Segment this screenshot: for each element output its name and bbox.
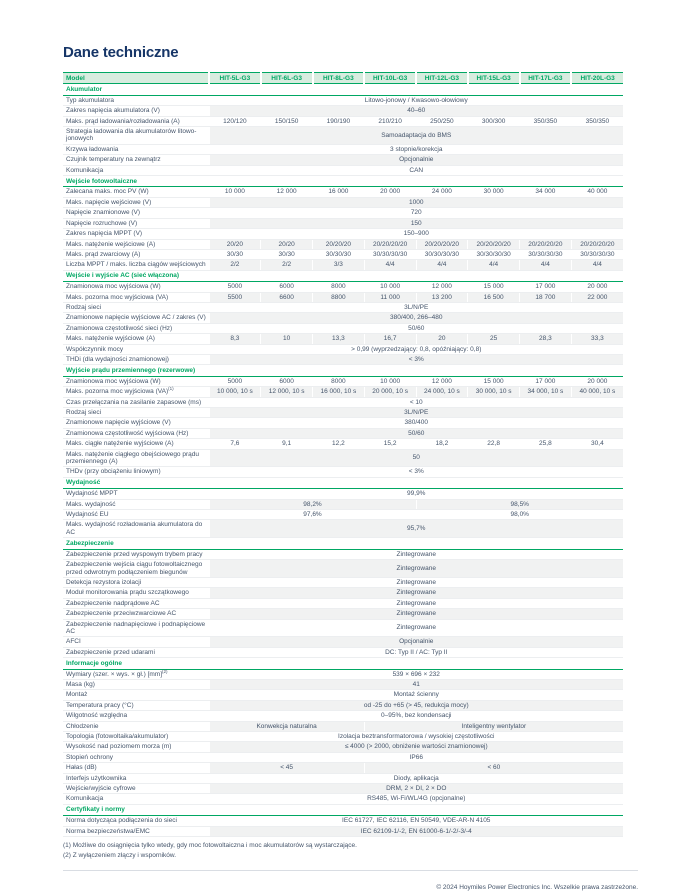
spec-row <box>63 144 623 154</box>
spec-value: 720 <box>209 208 623 218</box>
spec-value: 33,3 <box>571 334 623 344</box>
spec-label: Znamionowa moc wyjściowa (W) <box>63 376 209 386</box>
spec-label: Maks. natężenie wyjściowe (A) <box>63 334 209 344</box>
spec-value: 190/190 <box>313 116 365 126</box>
section-row <box>63 538 623 549</box>
spec-value: Zintegrowane <box>209 588 623 598</box>
spec-label: Znamionowa częstotliwość sieci (Hz) <box>63 323 209 333</box>
spec-row <box>63 773 623 783</box>
model-header-cell: HIT-12L-G3 <box>416 73 468 84</box>
spec-row <box>63 752 623 762</box>
spec-value: 30/30/30/30 <box>571 249 623 259</box>
spec-label: AFCI <box>63 637 209 647</box>
spec-value: CAN <box>209 165 623 175</box>
spec-value: Samoadaptacja do BMS <box>209 127 623 145</box>
spec-row <box>63 439 623 449</box>
spec-value: 16 000 <box>313 187 365 197</box>
spec-value: < 10 <box>209 397 623 407</box>
spec-value: Opcjonalnie <box>209 637 623 647</box>
section-row <box>63 84 623 95</box>
spec-row <box>63 354 623 364</box>
spec-label: Norma dotycząca podłączenia do sieci <box>63 816 209 826</box>
footnote-ref: (2) <box>162 668 168 674</box>
spec-value: 40–60 <box>209 106 623 116</box>
spec-value: 30/30/30/30 <box>364 249 416 259</box>
model-header-cell: HIT-5L-G3 <box>209 73 261 84</box>
spec-row <box>63 344 623 354</box>
spec-row <box>63 826 623 836</box>
model-header-cell: HIT-6L-G3 <box>261 73 313 84</box>
model-header-cell: HIT-8L-G3 <box>313 73 365 84</box>
spec-row <box>63 282 623 292</box>
spec-value: 17 000 <box>520 376 572 386</box>
spec-value: DRM, 2 × DI, 2 × DO <box>209 784 623 794</box>
spec-label: THDv (przy obciążeniu liniowym) <box>63 467 209 477</box>
spec-value: 34 000 <box>520 187 572 197</box>
spec-value: ≤ 4000 (> 2000, obniżenie wartości znamionowej) <box>209 742 623 752</box>
spec-value: 4/4 <box>571 260 623 270</box>
spec-value: 5000 <box>209 376 261 386</box>
spec-label: Maks. pozorna moc wyjściowa (VA) <box>63 292 209 302</box>
spec-value: 5000 <box>209 282 261 292</box>
spec-row <box>63 292 623 302</box>
spec-row <box>63 229 623 239</box>
spec-label: Komunikacja <box>63 794 209 804</box>
spec-label: Zabezpieczenie nadprądowe AC <box>63 598 209 608</box>
spec-row <box>63 763 623 773</box>
spec-row <box>63 679 623 689</box>
spec-label: Maks. wydajność rozładowania akumulatora do AC <box>63 520 209 538</box>
spec-row <box>63 784 623 794</box>
spec-value: 98,5% <box>416 499 623 509</box>
spec-label: Wymiary (szer. × wys. × gł.) [mm]$^{(2)}$ <box>63 669 209 679</box>
model-header <box>63 73 623 84</box>
spec-value: 3L/N/PE <box>209 408 623 418</box>
spec-value: Montaż ścienny <box>209 690 623 700</box>
spec-value: 12,2 <box>313 439 365 449</box>
spec-value: 150 <box>209 218 623 228</box>
spec-value: 20/20/20/20 <box>468 239 520 249</box>
spec-row <box>63 489 623 499</box>
spec-label: Wydajność EU <box>63 510 209 520</box>
spec-label: Liczba MPPT / maks. liczba ciągów wejściowych <box>63 260 209 270</box>
spec-label: Maks. wydajność <box>63 499 209 509</box>
spec-label: Zabezpieczenie przed wyspowym trybem pracy <box>63 549 209 559</box>
spec-value: 4/4 <box>364 260 416 270</box>
spec-label: Komunikacja <box>63 165 209 175</box>
spec-row <box>63 197 623 207</box>
page-title: Dane techniczne <box>63 44 179 61</box>
spec-label: Maks. natężenie ciągłego obejściowego prądu przemiennego (A) <box>63 449 209 467</box>
spec-value: 20/20/20/20 <box>416 239 468 249</box>
spec-row <box>63 510 623 520</box>
spec-value: 40 000 <box>571 187 623 197</box>
section-row <box>63 176 623 187</box>
spec-value: 25 <box>468 334 520 344</box>
spec-label: Zabezpieczenie nadnapięciowe i podnapięciowe AC <box>63 619 209 637</box>
spec-value: 18 700 <box>520 292 572 302</box>
spec-value: 28,3 <box>520 334 572 344</box>
spec-row <box>63 499 623 509</box>
spec-value: 3L/N/PE <box>209 302 623 312</box>
spec-value: Zintegrowane <box>209 609 623 619</box>
spec-value: 20 000 <box>364 187 416 197</box>
spec-row <box>63 520 623 538</box>
spec-value: 30,4 <box>571 439 623 449</box>
spec-row <box>63 467 623 477</box>
spec-label: Maks. napięcie wejściowe (V) <box>63 197 209 207</box>
spec-value: 16 000, 10 s <box>313 387 365 397</box>
section-title: Wejście i wyjście AC (sieć włączona) <box>63 270 623 281</box>
spec-row <box>63 449 623 467</box>
spec-label: Typ akumulatora <box>63 95 209 105</box>
spec-label: Maks. natężenie wejściowe (A) <box>63 239 209 249</box>
spec-value: Izolacja beztransformatorowa / wysokiej częstotliwości <box>209 732 623 742</box>
spec-row <box>63 95 623 105</box>
spec-row <box>63 239 623 249</box>
spec-row <box>63 637 623 647</box>
section-title: Zabezpieczenie <box>63 538 623 549</box>
spec-label: Temperatura pracy (°C) <box>63 700 209 710</box>
spec-label: Znamionowa częstotliwość wyjściowa (Hz) <box>63 428 209 438</box>
spec-value: od -25 do +65 (> 45, redukcja mocy) <box>209 700 623 710</box>
spec-label: Rodzaj sieci <box>63 408 209 418</box>
spec-value: 150–900 <box>209 229 623 239</box>
spec-value: 10 <box>261 334 313 344</box>
spec-value: 30/30 <box>261 249 313 259</box>
spec-value: < 45 <box>209 763 364 773</box>
spec-value: 3 stopnie/korekcja <box>209 144 623 154</box>
spec-label: Napięcie znamionowe (V) <box>63 208 209 218</box>
spec-label: Napięcie rozruchowe (V) <box>63 218 209 228</box>
spec-value: 7,6 <box>209 439 261 449</box>
spec-row <box>63 669 623 679</box>
spec-value: 30 000, 10 s <box>468 387 520 397</box>
footnote-1: (1) Możliwe do osiągnięcia tylko wtedy, gdy moc fotowoltaiczna i moc akumulatorów są wystarczające. <box>63 842 357 850</box>
spec-row <box>63 560 623 578</box>
section-title: Wyjście prądu przemiennego (rezerwowe) <box>63 365 623 376</box>
spec-label: Wydajność MPPT <box>63 489 209 499</box>
spec-row <box>63 428 623 438</box>
model-header-cell: HIT-20L-G3 <box>571 73 623 84</box>
spec-value: 12 000 <box>416 376 468 386</box>
section-row <box>63 365 623 376</box>
spec-label: Zakres napięcia MPPT (V) <box>63 229 209 239</box>
spec-value: 98,2% <box>209 499 416 509</box>
spec-row <box>63 376 623 386</box>
spec-value: Zintegrowane <box>209 577 623 587</box>
spec-row <box>63 816 623 826</box>
spec-value: 300/300 <box>468 116 520 126</box>
spec-value: 22 000 <box>571 292 623 302</box>
spec-value: 6000 <box>261 376 313 386</box>
spec-value: Zintegrowane <box>209 549 623 559</box>
spec-value: Inteligentny wentylator <box>364 721 623 731</box>
spec-value: Litowo-jonowy / Kwasowo-ołowiowy <box>209 95 623 105</box>
section-title: Akumulator <box>63 84 623 95</box>
spec-value: 11 000 <box>364 292 416 302</box>
spec-row <box>63 302 623 312</box>
spec-value: 15 000 <box>468 282 520 292</box>
spec-label: Zalecana maks. moc PV (W) <box>63 187 209 197</box>
spec-value: 30/30/30/30 <box>468 249 520 259</box>
footer-divider <box>63 870 638 871</box>
spec-value: Zintegrowane <box>209 560 623 578</box>
spec-label: Znamionowe napięcie wyjściowe (V) <box>63 418 209 428</box>
spec-table <box>63 72 623 837</box>
spec-row <box>63 218 623 228</box>
spec-label: Norma bezpieczeństwa/EMC <box>63 826 209 836</box>
spec-row <box>63 334 623 344</box>
spec-value: 1000 <box>209 197 623 207</box>
page-content <box>63 44 638 891</box>
spec-value: 30 000 <box>468 187 520 197</box>
spec-value: 4/4 <box>520 260 572 270</box>
spec-row <box>63 549 623 559</box>
spec-value: 380/400, 266–480 <box>209 313 623 323</box>
spec-label: Znamionowa moc wyjściowa (W) <box>63 282 209 292</box>
model-header-cell: HIT-15L-G3 <box>468 73 520 84</box>
spec-value: IEC 61727, IEC 62116, EN 50549, VDE-AR-N 4105 <box>209 816 623 826</box>
spec-value: < 3% <box>209 354 623 364</box>
spec-value: 15,2 <box>364 439 416 449</box>
spec-value: IEC 62109-1/-2, EN 61000-6-1/-2/-3/-4 <box>209 826 623 836</box>
spec-label: Interfejs użytkownika <box>63 773 209 783</box>
spec-label: Wilgotność względna <box>63 711 209 721</box>
spec-value: DC: Typ II / AC: Typ II <box>209 647 623 657</box>
spec-label: Krzywa ładowania <box>63 144 209 154</box>
spec-value: 97,6% <box>209 510 416 520</box>
spec-label: Maks. pozorna moc wyjściowa (VA)$^{(1)}$ <box>63 387 209 397</box>
spec-value: 34 000, 10 s <box>520 387 572 397</box>
spec-label: Maks. prąd zwarciowy (A) <box>63 249 209 259</box>
spec-row <box>63 711 623 721</box>
spec-value: 20/20/20/20 <box>520 239 572 249</box>
spec-value: 8800 <box>313 292 365 302</box>
spec-value: 210/210 <box>364 116 416 126</box>
section-row <box>63 477 623 488</box>
spec-value: 24 000, 10 s <box>416 387 468 397</box>
spec-value: RS485, Wi-Fi/WL/4G (opcjonalne) <box>209 794 623 804</box>
spec-value: 99,9% <box>209 489 623 499</box>
spec-value: 539 × 696 × 232 <box>209 669 623 679</box>
spec-value: 30/30/30 <box>313 249 365 259</box>
spec-value: Zintegrowane <box>209 619 623 637</box>
spec-value: 10 000 <box>364 376 416 386</box>
spec-value: Zintegrowane <box>209 598 623 608</box>
spec-row <box>63 187 623 197</box>
section-title: Wydajność <box>63 477 623 488</box>
spec-value: 25,8 <box>520 439 572 449</box>
spec-label: Wysokość nad poziomem morza (m) <box>63 742 209 752</box>
spec-row <box>63 647 623 657</box>
spec-value: 18,2 <box>416 439 468 449</box>
spec-value: 20/20/20/20 <box>364 239 416 249</box>
spec-value: 20 <box>416 334 468 344</box>
model-header-cell: HIT-17L-G3 <box>520 73 572 84</box>
spec-row <box>63 106 623 116</box>
section-row <box>63 804 623 815</box>
spec-value: > 0,99 (wyprzedzający: 0,8, opóźniający: 0,8) <box>209 344 623 354</box>
spec-value: < 3% <box>209 467 623 477</box>
spec-row <box>63 418 623 428</box>
section-row <box>63 270 623 281</box>
spec-row <box>63 260 623 270</box>
spec-value: 13 200 <box>416 292 468 302</box>
spec-value: 12 000 <box>416 282 468 292</box>
spec-label: Czas przełączania na zasilanie zapasowe (ms) <box>63 397 209 407</box>
spec-row <box>63 155 623 165</box>
spec-value: 8,3 <box>209 334 261 344</box>
spec-label: Moduł monitorowania prądu szczątkowego <box>63 588 209 598</box>
spec-value: < 60 <box>364 763 623 773</box>
spec-label: Zabezpieczenie wejścia ciągu fotowoltaicznego przed odwrotnym podłączeniem biegunów <box>63 560 209 578</box>
spec-value: 30/30 <box>209 249 261 259</box>
spec-value: 10 000, 10 s <box>209 387 261 397</box>
spec-row <box>63 588 623 598</box>
spec-value: 17 000 <box>520 282 572 292</box>
spec-value: 20/20/20/20 <box>571 239 623 249</box>
spec-row <box>63 208 623 218</box>
spec-label: Wejście/wyjście cyfrowe <box>63 784 209 794</box>
spec-value: 95,7% <box>209 520 623 538</box>
spec-row <box>63 313 623 323</box>
spec-value: IP66 <box>209 752 623 762</box>
spec-value: 50/60 <box>209 323 623 333</box>
spec-value: 41 <box>209 679 623 689</box>
spec-value: 6600 <box>261 292 313 302</box>
spec-row <box>63 794 623 804</box>
spec-value: 8000 <box>313 376 365 386</box>
spec-value: 350/350 <box>520 116 572 126</box>
spec-value: 13,3 <box>313 334 365 344</box>
footnote-ref: (1) <box>168 386 174 392</box>
spec-value: 8000 <box>313 282 365 292</box>
spec-row <box>63 387 623 397</box>
spec-value: 20/20/20 <box>313 239 365 249</box>
spec-value: 120/120 <box>209 116 261 126</box>
spec-label: Zabezpieczenie przed udarami <box>63 647 209 657</box>
spec-value: 10 000 <box>364 282 416 292</box>
spec-value: 50 <box>209 449 623 467</box>
spec-value: 24 000 <box>416 187 468 197</box>
spec-label: Strategia ładowania dla akumulatorów litowo-jonowych <box>63 127 209 145</box>
spec-value: 50/60 <box>209 428 623 438</box>
spec-row <box>63 408 623 418</box>
spec-value: 16,7 <box>364 334 416 344</box>
copyright-footer: © 2024 Hoymiles Power Electronics Inc. Wszelkie prawa zastrzeżone. <box>436 883 638 891</box>
spec-value: 10 000 <box>209 187 261 197</box>
spec-label: Czujnik temperatury na zewnątrz <box>63 155 209 165</box>
spec-value: 30/30/30/30 <box>520 249 572 259</box>
spec-row <box>63 609 623 619</box>
spec-value: 12 000 <box>261 187 313 197</box>
spec-value: 350/350 <box>571 116 623 126</box>
model-header-row <box>63 73 623 84</box>
spec-row <box>63 249 623 259</box>
spec-label: Masa (kg) <box>63 679 209 689</box>
spec-value: 20/20 <box>261 239 313 249</box>
spec-value: 2/2 <box>261 260 313 270</box>
spec-row <box>63 619 623 637</box>
spec-label: Współczynnik mocy <box>63 344 209 354</box>
spec-row <box>63 323 623 333</box>
spec-label: Maks. prąd ładowania/rozładowania (A) <box>63 116 209 126</box>
spec-value: 12 000, 10 s <box>261 387 313 397</box>
spec-label: Detekcja rezystora izolacji <box>63 577 209 587</box>
spec-row <box>63 116 623 126</box>
spec-value: 380/400 <box>209 418 623 428</box>
spec-value: 16 500 <box>468 292 520 302</box>
spec-value: 20 000, 10 s <box>364 387 416 397</box>
spec-label: Zabezpieczenie przeciwzwarciowe AC <box>63 609 209 619</box>
spec-value: 20 000 <box>571 376 623 386</box>
spec-value: 2/2 <box>209 260 261 270</box>
spec-row <box>63 742 623 752</box>
footnotes <box>63 841 638 861</box>
footnote-2: (2) Z wyłączeniem złączy i wsporników. <box>63 851 177 859</box>
spec-value: 6000 <box>261 282 313 292</box>
spec-value: Opcjonalnie <box>209 155 623 165</box>
spec-value: 30/30/30/30 <box>416 249 468 259</box>
spec-value: Konwekcja naturalna <box>209 721 364 731</box>
section-title: Certyfikaty i normy <box>63 804 623 815</box>
spec-label: Stopień ochrony <box>63 752 209 762</box>
spec-row <box>63 690 623 700</box>
spec-label: Rodzaj sieci <box>63 302 209 312</box>
section-title: Wejście fotowoltaiczne <box>63 176 623 187</box>
spec-row <box>63 732 623 742</box>
spec-value: 40 000, 10 s <box>571 387 623 397</box>
spec-row <box>63 397 623 407</box>
spec-value: Diody, aplikacja <box>209 773 623 783</box>
section-title: Informacje ogólne <box>63 658 623 669</box>
spec-value: 150/150 <box>261 116 313 126</box>
spec-value: 5500 <box>209 292 261 302</box>
spec-label: Maks. ciągłe natężenie wyjściowe (A) <box>63 439 209 449</box>
spec-value: 250/250 <box>416 116 468 126</box>
spec-row <box>63 165 623 175</box>
spec-label: Topologia (fotowoltaika/akumulator) <box>63 732 209 742</box>
spec-row <box>63 577 623 587</box>
spec-value: 22,8 <box>468 439 520 449</box>
spec-label: Chłodzenie <box>63 721 209 731</box>
spec-label: Montaż <box>63 690 209 700</box>
spec-value: 9,1 <box>261 439 313 449</box>
spec-value: 98,0% <box>416 510 623 520</box>
spec-value: 3/3 <box>313 260 365 270</box>
model-header-label: Model <box>63 73 209 84</box>
spec-value: 20/20 <box>209 239 261 249</box>
spec-value: 4/4 <box>468 260 520 270</box>
spec-row <box>63 721 623 731</box>
spec-value: 0–95%, bez kondensacji <box>209 711 623 721</box>
spec-value: 20 000 <box>571 282 623 292</box>
spec-label: THDi (dla wydajności znamionowej) <box>63 354 209 364</box>
spec-label: Hałas (dB) <box>63 763 209 773</box>
spec-value: 15 000 <box>468 376 520 386</box>
spec-label: Zakres napięcia akumulatora (V) <box>63 106 209 116</box>
spec-value: 4/4 <box>416 260 468 270</box>
spec-row <box>63 127 623 145</box>
spec-row <box>63 598 623 608</box>
model-header-cell: HIT-10L-G3 <box>364 73 416 84</box>
spec-label: Znamionowe napięcie wyjściowe AC / zakres (V) <box>63 313 209 323</box>
spec-table-body <box>63 84 623 837</box>
section-row <box>63 658 623 669</box>
spec-row <box>63 700 623 710</box>
